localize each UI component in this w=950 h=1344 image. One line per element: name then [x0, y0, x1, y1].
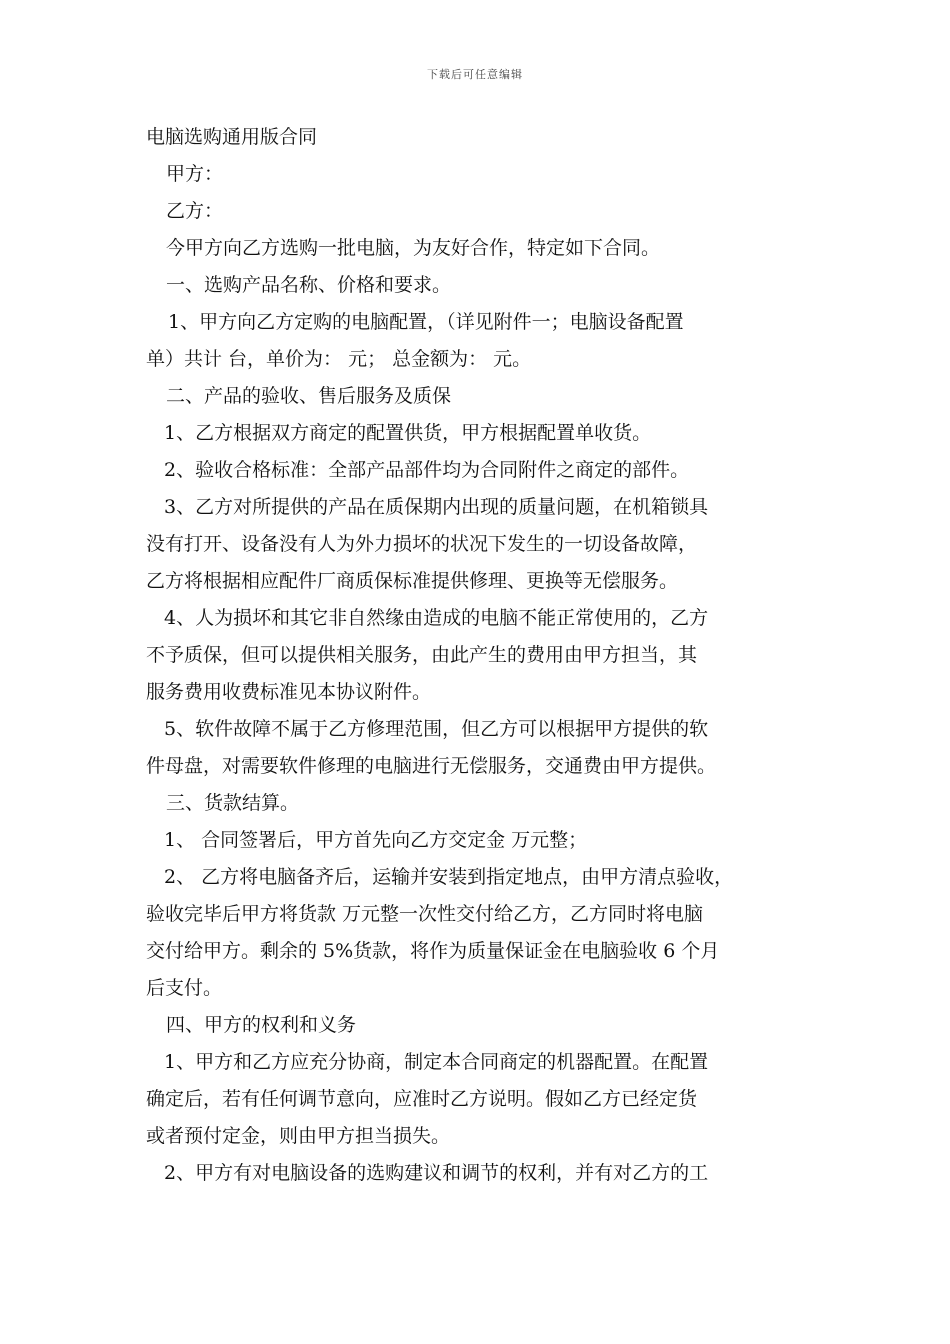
section-1-heading: 一、选购产品名称、价格和要求。 — [166, 274, 452, 296]
section-3-item-2-line-2: 验收完毕后甲方将货款 万元整一次性交付给乙方，乙方同时将电脑 — [146, 903, 704, 925]
section-2-item-1: 1、乙方根据双方商定的配置供货，甲方根据配置单收货。 — [164, 422, 652, 444]
section-4-item-1-line-1: 1、甲方和乙方应充分协商，制定本合同商定的机器配置。在配置 — [164, 1051, 709, 1073]
section-4-heading: 四、甲方的权利和义务 — [166, 1014, 357, 1036]
section-2-item-4-line-2: 不予质保，但可以提供相关服务，由此产生的费用由甲方担当，其 — [146, 644, 698, 666]
section-3-item-1: 1、 合同签署后，甲方首先向乙方交定金 万元整； — [164, 829, 588, 851]
section-2-item-3-line-1: 3、乙方对所提供的产品在质保期内出现的质量问题，在机箱锁具 — [164, 496, 709, 518]
document-title: 电脑选购通用版合同 — [146, 126, 318, 148]
section-4-item-1-line-3: 或者预付定金，则由甲方担当损失。 — [146, 1125, 451, 1147]
section-3-item-2-line-3: 交付给甲方。剩余的 5%货款，将作为质量保证金在电脑验收 6 个月 — [146, 940, 720, 962]
section-2-item-3-line-2: 没有打开、设备没有人为外力损坏的状况下发生的一切设备故障， — [146, 533, 698, 555]
section-1-item-1-line-2: 单）共计 台，单价为： 元； 总金额为： 元。 — [146, 348, 532, 370]
section-4-item-2-line-1: 2、甲方有对电脑设备的选购建议和调节的权利，并有对乙方的工 — [164, 1162, 709, 1184]
section-1-item-1-line-1: 1、甲方向乙方定购的电脑配置，（详见附件一；电脑设备配置 — [168, 311, 684, 333]
section-2-item-2: 2、验收合格标准：全部产品部件均为合同附件之商定的部件。 — [164, 459, 690, 481]
section-3-heading: 三、货款结算。 — [166, 792, 300, 814]
intro-paragraph: 今甲方向乙方选购一批电脑，为友好合作，特定如下合同。 — [166, 237, 661, 259]
section-3-item-2-line-4: 后支付。 — [146, 977, 223, 999]
section-2-item-4-line-3: 服务费用收费标准见本协议附件。 — [146, 681, 432, 703]
section-3-item-2-line-1: 2、 乙方将电脑备齐后，运输并安装到指定地点，由甲方清点验收， — [164, 866, 734, 888]
party-b-label: 乙方： — [166, 200, 224, 222]
section-2-item-5-line-1: 5、软件故障不属于乙方修理范围，但乙方可以根据甲方提供的软 — [164, 718, 709, 740]
party-a-label: 甲方： — [166, 163, 224, 185]
section-2-item-5-line-2: 件母盘，对需要软件修理的电脑进行无偿服务，交通费由甲方提供。 — [146, 755, 717, 777]
section-2-item-4-line-1: 4、人为损坏和其它非自然缘由造成的电脑不能正常使用的，乙方 — [164, 607, 709, 629]
section-2-heading: 二、产品的验收、售后服务及质保 — [166, 385, 452, 407]
section-4-item-1-line-2: 确定后，若有任何调节意向，应准时乙方说明。假如乙方已经定货 — [146, 1088, 698, 1110]
header-note: 下载后可任意编辑 — [427, 68, 523, 81]
section-2-item-3-line-3: 乙方将根据相应配件厂商质保标准提供修理、更换等无偿服务。 — [146, 570, 679, 592]
